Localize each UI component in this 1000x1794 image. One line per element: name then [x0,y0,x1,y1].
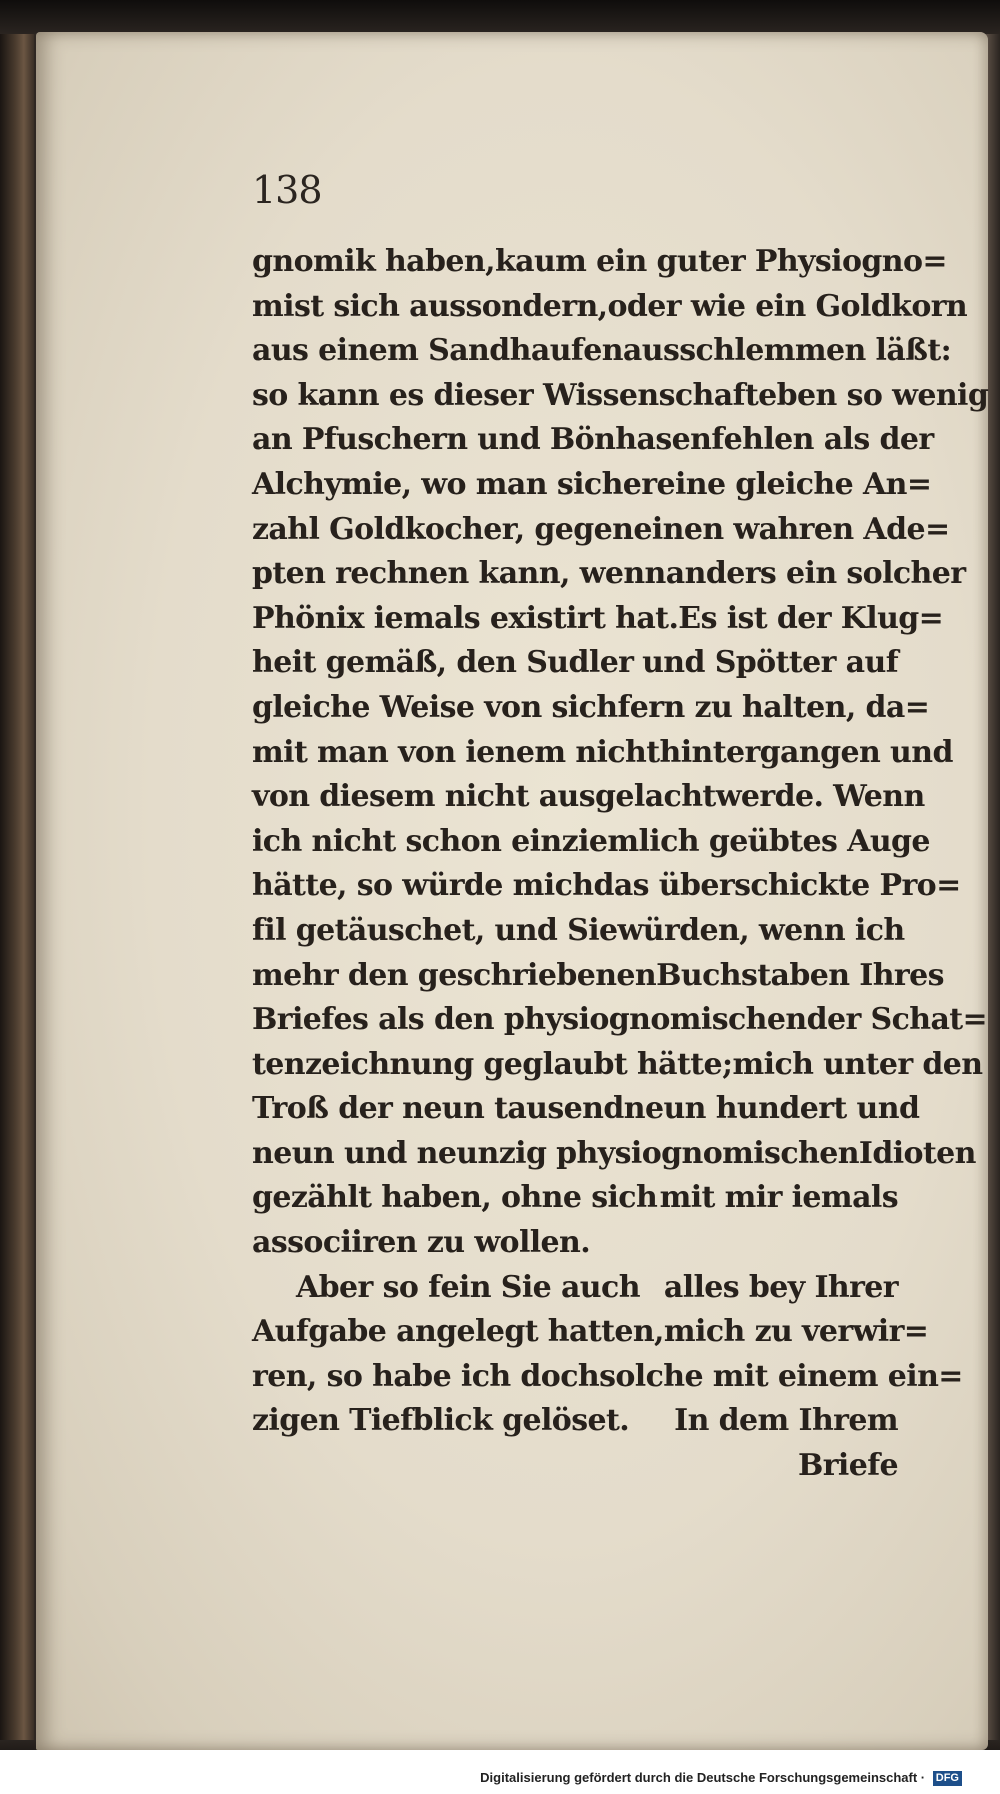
text-segment: Alchymie, wo man sicher [252,466,657,502]
text-line [252,1087,920,1132]
text-segment: aus einem Sandhaufen [252,333,623,369]
body-text [252,240,989,1489]
text-segment: mist sich aussondern, [252,288,608,324]
text-line [252,1266,898,1311]
text-segment: gnomik haben, [252,244,495,279]
book-spine-edge [0,34,34,1750]
text-segment: neun und neunzig physiognomischen [252,1135,859,1171]
text-line [252,1355,963,1400]
text-line [252,1444,898,1489]
text-segment: eben so wenig [758,377,989,413]
text-line [252,775,925,820]
text-segment: gezählt haben, ohne sich [252,1180,658,1216]
text-segment: Troß der neun tausend [252,1091,624,1127]
text-segment: Buchstaben Ihres [656,957,944,993]
page-number: 138 [252,168,322,212]
text-segment: mich zu verwir= [663,1314,929,1350]
text-line [252,374,989,419]
text-segment: oder wie ein Goldkorn [607,288,968,324]
text-segment: hätte, so würde mich [252,868,594,904]
text-segment: ren, so habe ich doch [252,1358,600,1394]
text-segment: an Pfuschern und Bönhasen [252,422,712,458]
text-line [252,686,930,731]
text-line [252,820,930,865]
text-line [252,1176,898,1221]
text-segment: associiren zu wollen. [252,1225,591,1261]
text-segment: werde. Wenn [715,779,925,815]
text-segment: Briefe [797,1448,898,1484]
text-segment: und Spötter auf [642,645,898,681]
text-segment: zigen Tiefblick gelöset. [252,1403,630,1439]
text-line [252,329,952,374]
text-line [252,731,953,776]
text-line [252,508,950,553]
text-line [252,641,898,686]
text-segment: ziemlich geübtes Auge [561,823,930,859]
text-segment: Aufgabe angelegt hatten, [252,1314,664,1350]
text-segment: Phönix iemals existirt hat. [252,600,679,636]
text-segment: tenzeichnung geglaubt hätte; [252,1046,733,1082]
text-segment: Briefes als den physiognomischen [252,1002,807,1038]
footer-credit [480,1770,962,1786]
text-line [252,954,944,999]
text-line [252,418,934,463]
text-segment: anders ein solcher [665,556,966,592]
text-segment: solche mit einem ein= [599,1358,963,1394]
text-line [252,864,961,909]
text-line [252,1310,929,1355]
text-segment: neun hundert und [623,1091,920,1127]
dfg-logo: DFG [933,1771,962,1786]
text-line [252,909,905,954]
text-line [252,285,968,330]
text-line [252,1399,898,1444]
text-segment: ausschlemmen läßt: [622,333,952,369]
text-segment: pten rechnen kann, wenn [252,556,666,592]
text-segment: zahl Goldkocher, gegen [252,511,634,547]
text-segment: eine gleiche An= [656,466,932,502]
text-line [252,1221,898,1266]
text-segment: heit gemäß, den Sudler [252,645,634,681]
text-segment: der Schat= [806,1002,988,1038]
text-line [252,597,944,642]
text-segment: fehlen als der [711,422,934,458]
text-line [252,998,988,1043]
text-segment: Es ist der Klug= [678,600,944,636]
text-segment: so kann es dieser Wissenschaft [252,377,759,413]
text-line [252,463,932,508]
text-segment: einen wahren Ade= [633,511,950,547]
text-segment: gleiche Weise von sich [252,689,618,725]
text-segment: Aber so fein Sie auch [296,1269,640,1305]
text-line [252,1043,983,1088]
footer-credit-text: Digitalisierung gefördert durch die Deutsche Forschungsgemeinschaft · [480,1770,926,1785]
text-segment: mit man von ienem nicht [252,734,660,770]
text-segment: ich nicht schon ein [252,823,562,859]
scan-top-edge [0,0,1000,34]
text-line [252,1132,976,1177]
text-segment: von diesem nicht ausgelacht [252,779,716,815]
text-line [252,552,966,597]
text-segment: alles bey Ihrer [663,1269,898,1305]
text-segment: das überschickte Pro= [593,868,961,904]
text-segment: mehr den geschriebenen [252,957,657,993]
text-segment: In dem Ihrem [674,1403,898,1439]
text-segment: mich unter den [732,1046,983,1082]
text-line [252,240,947,285]
text-segment: kaum ein guter Physiogno= [494,244,947,279]
text-segment: hintergangen und [659,734,953,770]
text-segment: fern zu halten, da= [617,689,930,725]
text-segment: würden, wenn ich [617,912,905,948]
text-segment: Idioten [858,1135,976,1171]
text-segment: fil getäuschet, und Sie [252,912,618,948]
text-segment: mit mir iemals [659,1180,898,1216]
